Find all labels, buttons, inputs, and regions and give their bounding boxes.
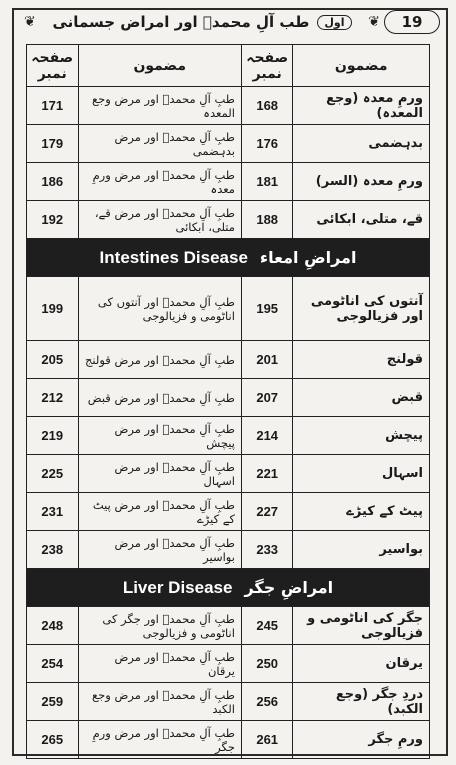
column-header-page: صفحہ نمبر [27,45,79,87]
column-header-topic: مضمون [293,45,430,87]
entry-subtopic-page-number: 238 [27,531,79,569]
entry-page-number: 207 [241,379,292,417]
entry-page-number: 227 [241,493,292,531]
entry-subtopic-page-number: 265 [27,721,79,759]
entry-page-number: 221 [241,455,292,493]
entry-subtopic: طبِ آلِ محمدؐ اور جگر کی اناٹومی و فزیالوجی [78,607,241,645]
entry-topic: قولنج [293,341,430,379]
table-header-row [27,45,430,87]
page-header [20,8,440,36]
table-row [27,87,430,125]
entry-subtopic: طبِ آلِ محمدؐ اور مرض ورمِ معدہ [78,163,241,201]
entry-subtopic: طبِ آلِ محمدؐ اور مرض بدہضمی [78,125,241,163]
entry-page-number: 245 [241,607,292,645]
table-row [27,683,430,721]
entry-subtopic-page-number: 248 [27,607,79,645]
entry-topic: قبض [293,379,430,417]
table-row [27,163,430,201]
entry-subtopic-page-number: 205 [27,341,79,379]
entry-subtopic: طبِ آلِ محمدؐ اور مرض پیچش [78,417,241,455]
entry-subtopic: طبِ آلِ محمدؐ اور آنتوں کی اناٹومی و فزیالوجی [78,277,241,341]
table-row [27,417,430,455]
entry-subtopic: طبِ آلِ محمدؐ اور مرض قبض [78,379,241,417]
entry-topic: آنتوں کی اناٹومی اور فزیالوجی [293,277,430,341]
entry-subtopic-page-number: 179 [27,125,79,163]
entry-topic: ورمِ معدہ (وجع المعدہ) [293,87,430,125]
entry-subtopic: طبِ آلِ محمدؐ اور مرض قے، متلی، ابکائی [78,201,241,239]
entry-subtopic: طبِ آلِ محمدؐ اور مرض وجع المعدہ [78,87,241,125]
section-title-urdu: امراضِ جگر [244,578,334,597]
entry-page-number: 256 [241,683,292,721]
section-header-liver [27,569,430,607]
section-title-urdu: امراضِ امعاء [259,248,357,267]
section-title-english: Liver Disease [122,577,233,597]
running-title [40,13,365,31]
entry-topic: ورمِ جگر [293,721,430,759]
entry-page-number: 176 [241,125,292,163]
entry-subtopic: طبِ آلِ محمدؐ اور مرض ورمِ جگر [78,721,241,759]
entry-subtopic-page-number: 219 [27,417,79,455]
table-row [27,379,430,417]
column-header-topic: مضمون [78,45,241,87]
entry-subtopic-page-number: 171 [27,87,79,125]
table-row [27,721,430,759]
entry-subtopic: طبِ آلِ محمدؐ اور مرض پیٹ کے کیڑے [78,493,241,531]
column-header-page: صفحہ نمبر [241,45,292,87]
entry-topic: ورمِ معدہ (السر) [293,163,430,201]
table-row [27,607,430,645]
entry-subtopic-page-number: 192 [27,201,79,239]
entry-subtopic-page-number: 186 [27,163,79,201]
entry-page-number: 195 [241,277,292,341]
contents-table [26,44,430,759]
entry-topic: بواسیر [293,531,430,569]
entry-subtopic-page-number: 231 [27,493,79,531]
entry-page-number: 181 [241,163,292,201]
table-row [27,341,430,379]
table-row [27,531,430,569]
ornament-icon: ❦ [24,14,36,30]
entry-topic: جگر کی اناٹومی و فزیالوجی [293,607,430,645]
entry-page-number: 233 [241,531,292,569]
entry-topic: اسہال [293,455,430,493]
entry-page-number: 201 [241,341,292,379]
entry-subtopic-page-number: 225 [27,455,79,493]
entry-topic: پیٹ کے کیڑے [293,493,430,531]
entry-subtopic-page-number: 212 [27,379,79,417]
entry-subtopic-page-number: 199 [27,277,79,341]
table-row [27,493,430,531]
entry-topic: بدہضمی [293,125,430,163]
section-title-english: Intestines Disease [99,247,248,267]
volume-badge: اول [317,15,351,30]
entry-subtopic: طبِ آلِ محمدؐ اور مرض بواسیر [78,531,241,569]
entry-subtopic: طبِ آلِ محمدؐ اور مرض یرقان [78,645,241,683]
table-row [27,455,430,493]
page-number: 19 [384,10,440,34]
entry-topic: پیچش [293,417,430,455]
table-row [27,645,430,683]
entry-subtopic: طبِ آلِ محمدؐ اور مرض وجع الکبد [78,683,241,721]
table-row [27,277,430,341]
entry-page-number: 250 [241,645,292,683]
entry-page-number: 168 [241,87,292,125]
entry-page-number: 214 [241,417,292,455]
entry-topic: یرقان [293,645,430,683]
ornament-icon: ❦ [368,14,380,30]
table-row [27,125,430,163]
entry-topic: دردِ جگر (وجع الکبد) [293,683,430,721]
entry-subtopic: طبِ آلِ محمدؐ اور مرض اسہال [78,455,241,493]
book-title: طب آلِ محمدؐ اور امراض جسمانی [52,13,310,31]
table-row [27,201,430,239]
entry-subtopic-page-number: 254 [27,645,79,683]
entry-page-number: 261 [241,721,292,759]
entry-subtopic: طبِ آلِ محمدؐ اور مرض قولنج [78,341,241,379]
entry-topic: قے، متلی، ابکائی [293,201,430,239]
entry-page-number: 188 [241,201,292,239]
entry-subtopic-page-number: 259 [27,683,79,721]
section-header-intestines [27,239,430,277]
